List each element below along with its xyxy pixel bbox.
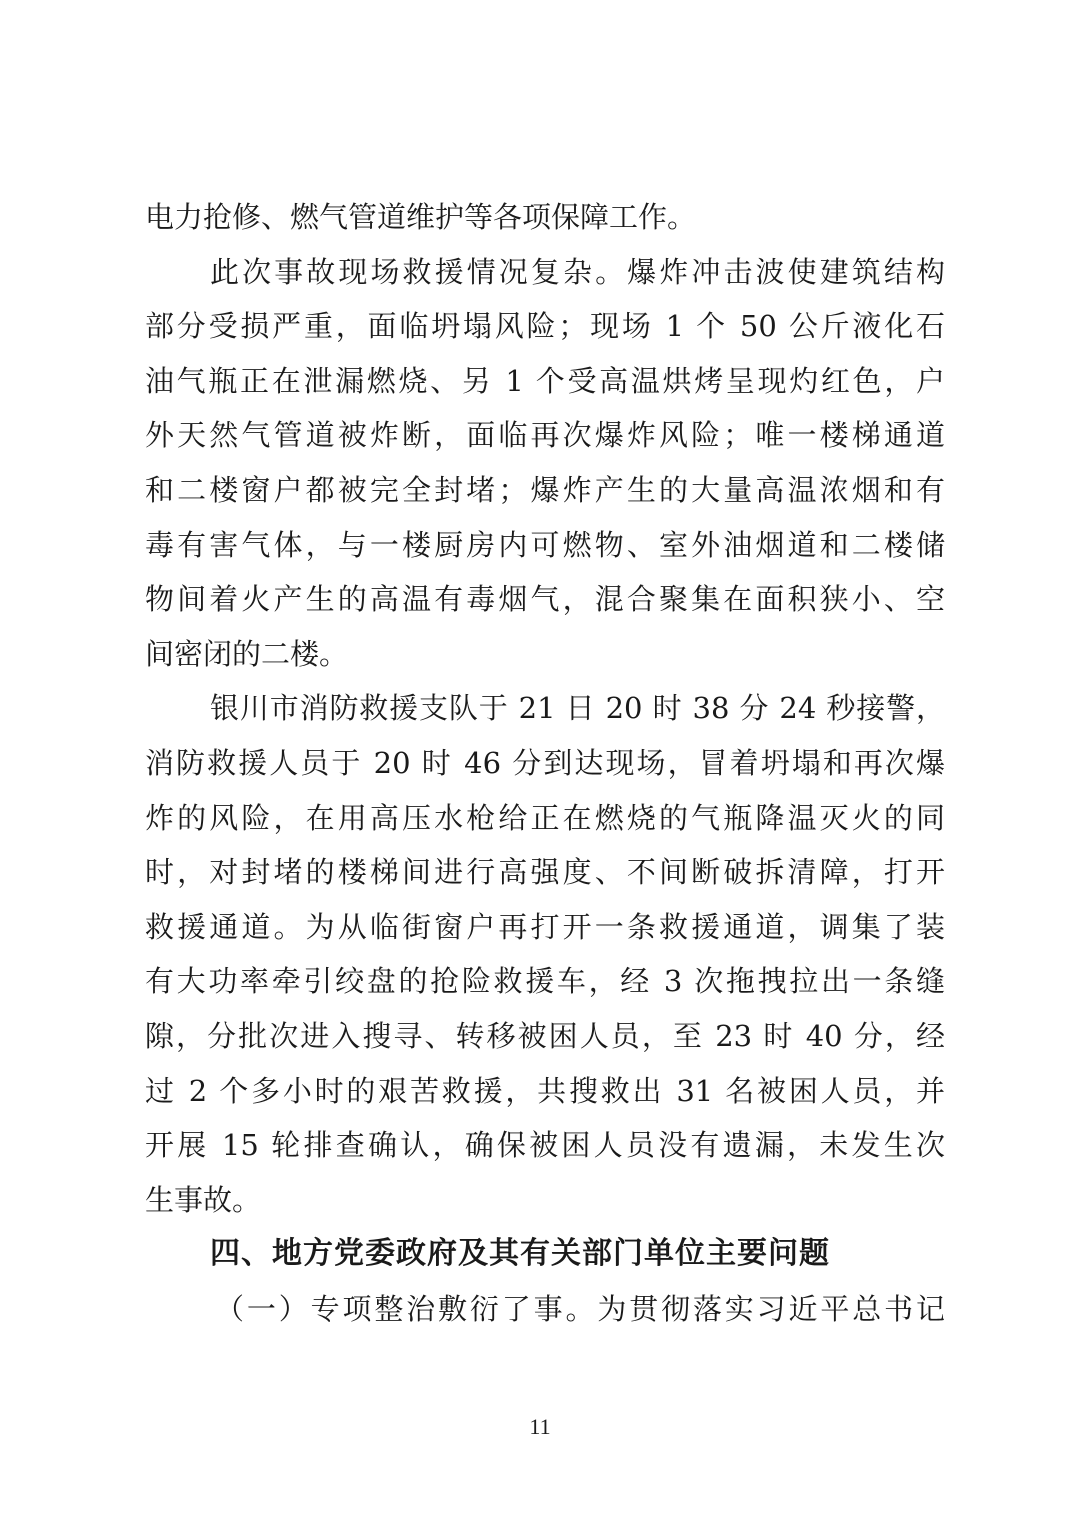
body-text: [145, 190, 945, 1336]
text-line: 开展 15 轮排查确认，确保被困人员没有遗漏，未发生次: [145, 1128, 945, 1163]
text-line: 生事故。: [145, 1182, 262, 1217]
text-line: 隙，分批次进入搜寻、转移被困人员，至 23 时 40 分，经: [145, 1018, 945, 1053]
text-line: 间密闭的二楼。: [145, 636, 349, 671]
paragraph-first-line: 银川市消防救援支队于 21 日 20 时 38 分 24 秒接警，: [210, 691, 945, 726]
text-line: 炸的风险，在用高压水枪给正在燃烧的气瓶降温灭火的同: [145, 800, 945, 835]
text-line: 物间着火产生的高温有毒烟气，混合聚集在面积狭小、空: [145, 582, 945, 617]
paragraph-first-line: 此次事故现场救援情况复杂。爆炸冲击波使建筑结构: [210, 254, 945, 289]
text-line: 部分受损严重，面临坍塌风险；现场 1 个 50 公斤液化石: [145, 309, 945, 344]
text-line: 时，对封堵的楼梯间进行高强度、不间断破拆清障，打开: [145, 855, 945, 890]
text-line: 外天然气管道被炸断，面临再次爆炸风险；唯一楼梯通道: [145, 418, 945, 453]
text-line: 毒有害气体，与一楼厨房内可燃物、室外油烟道和二楼储: [145, 527, 945, 562]
page-number: 11: [529, 1414, 551, 1439]
text-line: 过 2 个多小时的艰苦救援，共搜救出 31 名被困人员，并: [145, 1073, 945, 1108]
subsection-line: （一）专项整治敷衍了事。为贯彻落实习近平总书记: [215, 1291, 945, 1326]
text-line: 有大功率牵引绞盘的抢险救援车，经 3 次拖拽拉出一条缝: [145, 964, 945, 999]
text-line: 救援通道。为从临街窗户再打开一条救援通道，调集了装: [145, 909, 945, 944]
section-heading: 四、地方党委政府及其有关部门单位主要问题: [210, 1236, 830, 1272]
text-line: 油气瓶正在泄漏燃烧、另 1 个受高温烘烤呈现灼红色，户: [145, 363, 945, 398]
text-line: 消防救援人员于 20 时 46 分到达现场，冒着坍塌和再次爆: [145, 745, 945, 780]
text-line: 和二楼窗户都被完全封堵；爆炸产生的大量高温浓烟和有: [145, 472, 945, 507]
text-line: 电力抢修、燃气管道维护等各项保障工作。: [145, 200, 697, 234]
